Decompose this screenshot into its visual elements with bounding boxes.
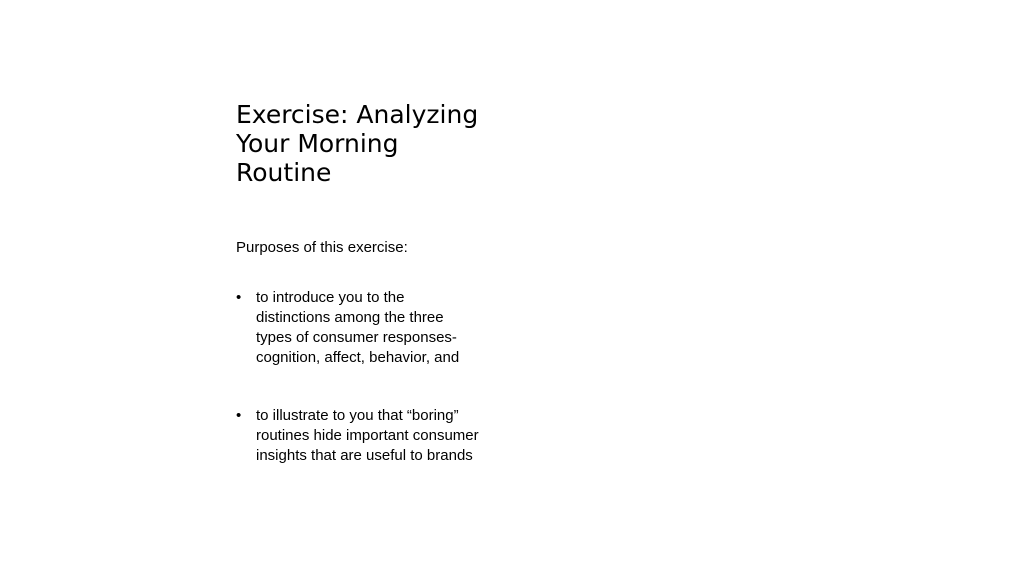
bullet-list — [236, 288, 526, 466]
slide-title: Exercise: Analyzing Your Morning Routine — [236, 100, 479, 187]
bullet-text: to illustrate to you that “boring” routines hide important consumer insights that are useful to brands — [256, 407, 479, 464]
bullet-item — [236, 288, 526, 368]
bullet-item — [236, 406, 526, 466]
slide-body — [236, 238, 526, 466]
bullet-marker: • — [236, 289, 242, 306]
bullet-text: to introduce you to the distinctions among the three types of consumer responses- cognition, affect, behavior, and — [256, 289, 460, 366]
bullet-marker: • — [236, 407, 242, 424]
intro-text: Purposes of this exercise: — [236, 239, 408, 256]
